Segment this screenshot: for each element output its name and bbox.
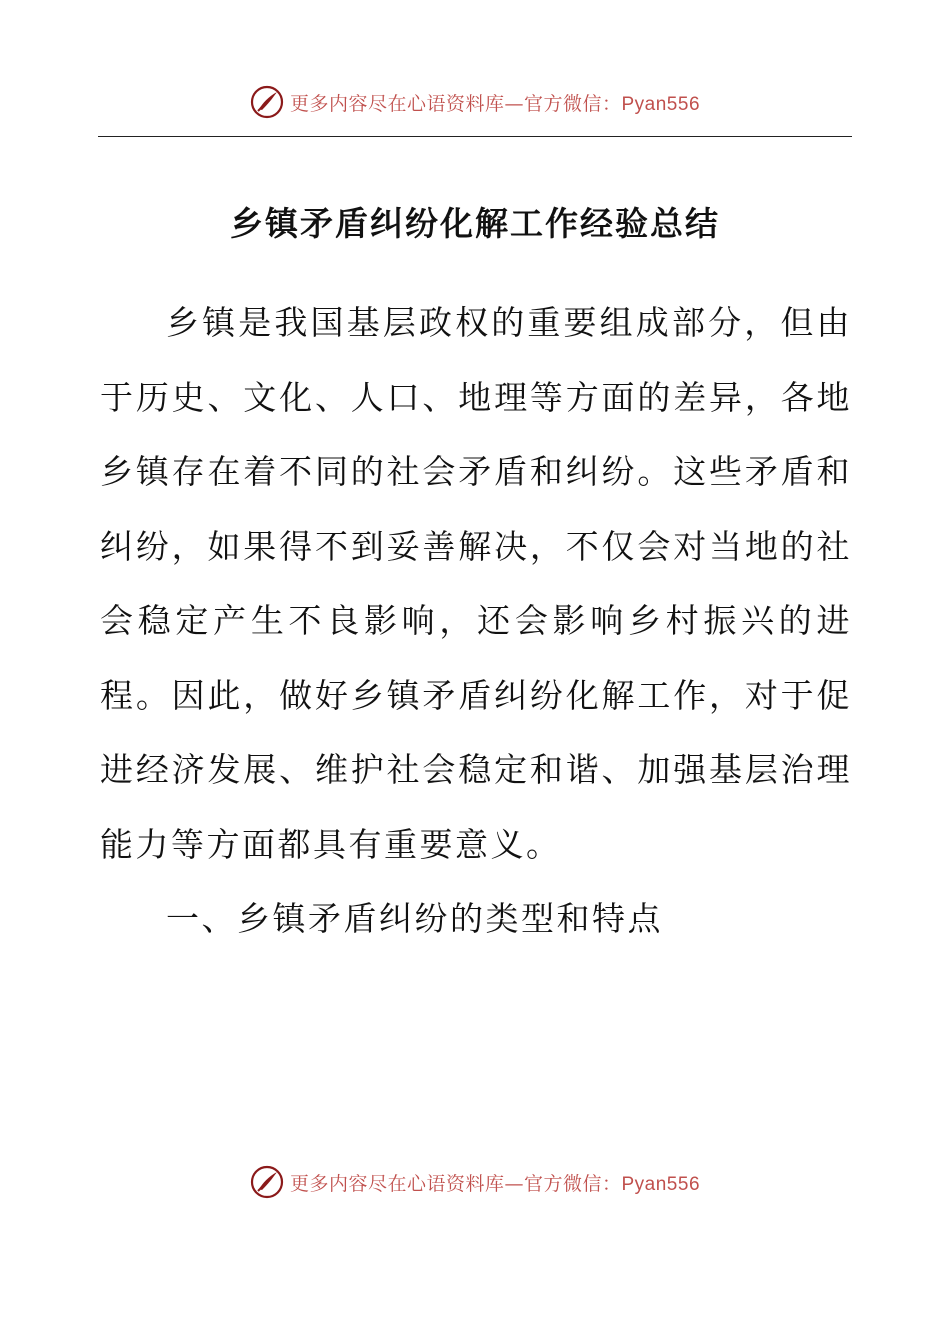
footer-watermark [0, 1162, 950, 1202]
header-divider [98, 136, 852, 137]
document-body [100, 286, 852, 957]
watermark-separator: — [504, 1172, 524, 1195]
watermark-prefix: 更多内容尽在心语资料库 [289, 92, 505, 115]
watermark-text [290, 89, 700, 116]
watermark-suffix: 官方微信： [523, 92, 622, 115]
section-heading-1: 一、乡镇矛盾纠纷的类型和特点 [166, 899, 663, 938]
watermark-wechat-id: Pyan556 [621, 93, 701, 115]
watermark-prefix: 更多内容尽在心语资料库 [289, 1172, 505, 1195]
quill-seal-icon [250, 85, 284, 119]
watermark-wechat-id: Pyan556 [621, 1173, 701, 1195]
header-watermark [0, 82, 950, 122]
paragraph-intro: 乡镇是我国基层政权的重要组成部分，但由于历史、文化、人口、地理等方面的差异，各地乡镇存在着不同的社会矛盾和纠纷。这些矛盾和纠纷，如果得不到妥善解决，不仅会对当地的社会稳定产生不良影响，还会影响乡村振兴的进程。因此，做好乡镇矛盾纠纷化解工作，对于促进经济发展、维护社会稳定和谐、加强基层治理能力等方面都具有重要意义。 [100, 303, 852, 864]
watermark-suffix: 官方微信： [523, 1172, 622, 1195]
quill-seal-icon [250, 1165, 284, 1199]
document-title: 乡镇矛盾纠纷化解工作经验总结 [230, 204, 720, 243]
watermark-text [290, 1169, 700, 1196]
watermark-separator: — [504, 92, 524, 115]
